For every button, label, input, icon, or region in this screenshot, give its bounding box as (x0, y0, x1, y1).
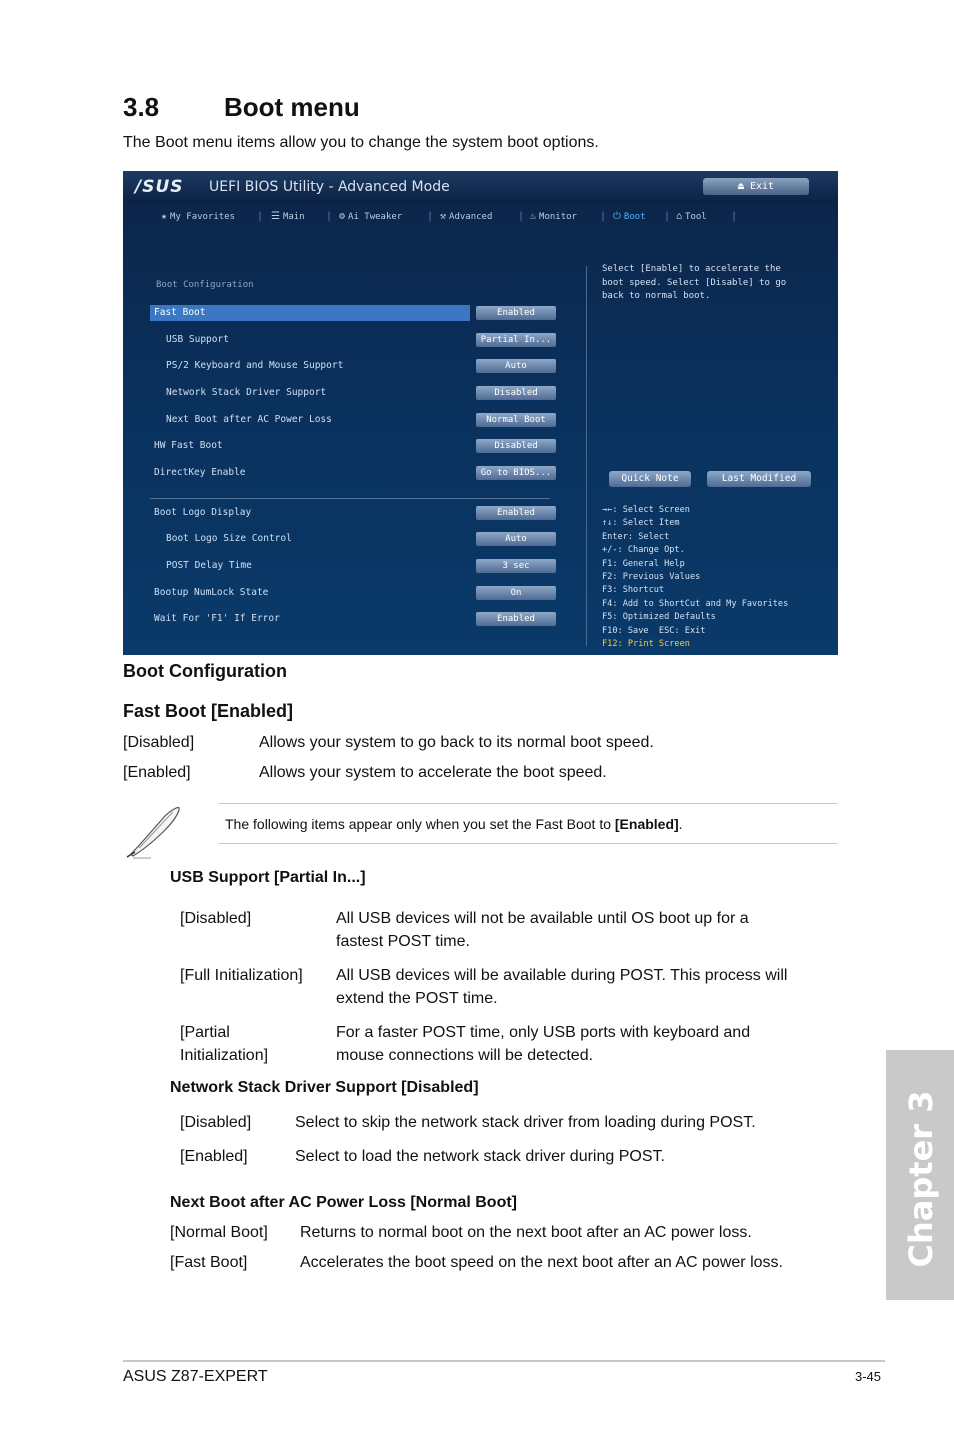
menu-separator: | (664, 211, 671, 222)
section-number: 3.8 (123, 92, 160, 122)
menu-my-favorites[interactable] (161, 211, 235, 222)
option-desc: Returns to normal boot on the next boot after an AC power loss. (300, 1224, 752, 1241)
bios-row-value[interactable]: Auto (476, 532, 556, 546)
option-key: [Enabled] (123, 764, 191, 781)
bios-row-label[interactable]: Bootup NumLock State (154, 587, 269, 598)
option-desc: All USB devices will be available during POST. This process will (336, 967, 788, 984)
chapter-tab (886, 1050, 954, 1300)
note-body: The following items appear only when you set the Fast Boot to (225, 816, 615, 832)
power-icon: ⏻ (613, 211, 621, 222)
option-desc: Select to skip the network stack driver from loading during POST. (295, 1114, 756, 1131)
note-bottom-rule (218, 843, 838, 844)
exit-label: Exit (749, 181, 775, 192)
option-desc: fastest POST time. (336, 933, 470, 950)
last-modified-button[interactable]: Last Modified (707, 471, 811, 487)
monitor-icon: ♨ (530, 211, 537, 222)
bios-section-title: Boot Configuration (156, 280, 254, 290)
menu-separator: | (257, 211, 264, 222)
list-icon: ☰ (271, 211, 280, 222)
option-key: [Fast Boot] (170, 1254, 248, 1271)
bios-row-value[interactable]: On (476, 586, 556, 600)
menu-separator: | (518, 211, 525, 222)
menu-tool[interactable] (676, 211, 707, 222)
bios-row-label[interactable]: DirectKey Enable (154, 467, 246, 478)
bios-help-text: Select [Enable] to accelerate the boot speed. Select [Disable] to go back to normal boot. (602, 264, 787, 301)
bios-row-value[interactable]: Enabled (476, 506, 556, 520)
menu-label: My Favorites (170, 212, 236, 222)
note-end: . (678, 816, 683, 832)
boot-config-heading: Boot Configuration (123, 661, 287, 681)
asus-logo: /SUS (135, 177, 184, 197)
bios-row-value[interactable]: Disabled (476, 439, 556, 453)
option-key: [Disabled] (180, 1114, 252, 1131)
usb-support-heading: USB Support [Partial In...] (170, 869, 366, 886)
menu-label: Advanced (449, 212, 493, 222)
page-number: 3-45 (855, 1369, 882, 1384)
bios-row-value[interactable]: 3 sec (476, 559, 556, 573)
menu-label: Monitor (539, 212, 577, 222)
note-text (225, 816, 683, 832)
note-top-rule (218, 803, 838, 804)
bios-row-value[interactable]: Normal Boot (476, 413, 556, 427)
bios-row-label[interactable]: Wait For 'F1' If Error (154, 613, 280, 624)
bios-row-value[interactable]: Auto (476, 359, 556, 373)
menu-ai-tweaker[interactable] (339, 211, 402, 222)
intro-text: The Boot menu items allow you to change the system boot options. (123, 134, 599, 151)
menu-label: Tool (685, 212, 707, 222)
quick-note-button[interactable]: Quick Note (609, 471, 691, 487)
menu-separator: | (326, 211, 333, 222)
key-list: →←: Select Screen ↑↓: Select Item Enter: Select +/-: Change Opt. F1: General Help F2: Previous Values F3: Shortcut F4: Add to ShortCut and My Favorites F5: Optimized Defaults F10: Save ESC: Exit (602, 505, 789, 636)
option-desc: For a faster POST time, only USB ports with keyboard and (336, 1024, 751, 1041)
menu-separator: | (600, 211, 607, 222)
page-title: Boot menu (224, 92, 360, 122)
menu-monitor[interactable] (530, 211, 577, 222)
option-key: Initialization] (180, 1047, 269, 1064)
bios-row-label[interactable]: POST Delay Time (166, 560, 252, 571)
note-bold: [Enabled] (614, 816, 679, 832)
bios-row-label[interactable]: Next Boot after AC Power Loss (166, 414, 332, 425)
option-key: [Disabled] (180, 910, 252, 927)
option-desc: mouse connections will be detected. (336, 1047, 594, 1064)
option-desc: Accelerates the boot speed on the next boot after an AC power loss. (300, 1254, 783, 1271)
bios-row-label[interactable]: Boot Logo Size Control (166, 533, 292, 544)
option-key: [Enabled] (180, 1148, 248, 1165)
chapter-label: Chapter 3 (902, 1090, 940, 1268)
next-boot-heading: Next Boot after AC Power Loss [Normal Boot] (170, 1194, 517, 1211)
bios-title: UEFI BIOS Utility - Advanced Mode (209, 179, 450, 195)
menu-advanced[interactable] (440, 211, 492, 222)
bios-divider (150, 498, 550, 499)
bios-key-legend (602, 504, 788, 651)
menu-label: Boot (623, 212, 646, 222)
option-key: [Partial (180, 1024, 230, 1041)
note-pen-icon (125, 802, 183, 860)
menu-separator: | (731, 211, 738, 222)
menu-label: Main (282, 212, 305, 222)
menu-boot[interactable] (613, 211, 646, 222)
exit-button[interactable] (703, 178, 809, 195)
bios-row-label[interactable]: Fast Boot (154, 307, 206, 318)
bios-row-label[interactable]: HW Fast Boot (154, 440, 223, 451)
option-desc: Select to load the network stack driver during POST. (295, 1148, 665, 1165)
bios-row-label[interactable]: Boot Logo Display (154, 507, 252, 518)
option-desc: Allows your system to accelerate the boot speed. (259, 764, 607, 781)
menu-separator: | (427, 211, 434, 222)
bios-row-label[interactable]: PS/2 Keyboard and Mouse Support (166, 360, 344, 371)
bios-row-label[interactable]: USB Support (166, 334, 229, 345)
network-stack-heading: Network Stack Driver Support [Disabled] (170, 1079, 479, 1096)
bios-title-bar (123, 171, 838, 203)
bios-row-value[interactable]: Go to BIOS... (476, 466, 556, 480)
bios-menu-bar (123, 207, 838, 229)
option-desc: Allows your system to go back to its normal boot speed. (259, 734, 654, 751)
bios-screenshot (123, 171, 838, 655)
exit-icon: ⏏ (737, 181, 750, 192)
option-desc: extend the POST time. (336, 990, 498, 1007)
advanced-icon: ⚒ (440, 211, 447, 222)
star-icon: ★ (161, 211, 168, 222)
menu-label: Ai Tweaker (348, 212, 403, 222)
bios-row-label[interactable]: Network Stack Driver Support (166, 387, 327, 398)
option-key: [Disabled] (123, 734, 195, 751)
bios-panel-divider (586, 266, 587, 646)
tool-icon: ⌂ (676, 211, 683, 222)
bios-row-value[interactable]: Partial In... (476, 333, 556, 347)
bios-row-value[interactable]: Enabled (476, 612, 556, 626)
option-key: [Normal Boot] (170, 1224, 268, 1241)
footer-rule (123, 1360, 885, 1362)
key-f12: F12: Print Screen (602, 639, 690, 650)
menu-main[interactable] (271, 211, 305, 222)
bios-row-value[interactable]: Enabled (476, 306, 556, 320)
option-key: [Full Initialization] (180, 967, 303, 984)
footer-product: ASUS Z87-EXPERT (123, 1368, 268, 1385)
option-desc: All USB devices will not be available until OS boot up for a (336, 910, 749, 927)
tweaker-icon: ⚙ (339, 211, 346, 222)
fast-boot-heading: Fast Boot [Enabled] (123, 701, 293, 721)
bios-row-value[interactable]: Disabled (476, 386, 556, 400)
